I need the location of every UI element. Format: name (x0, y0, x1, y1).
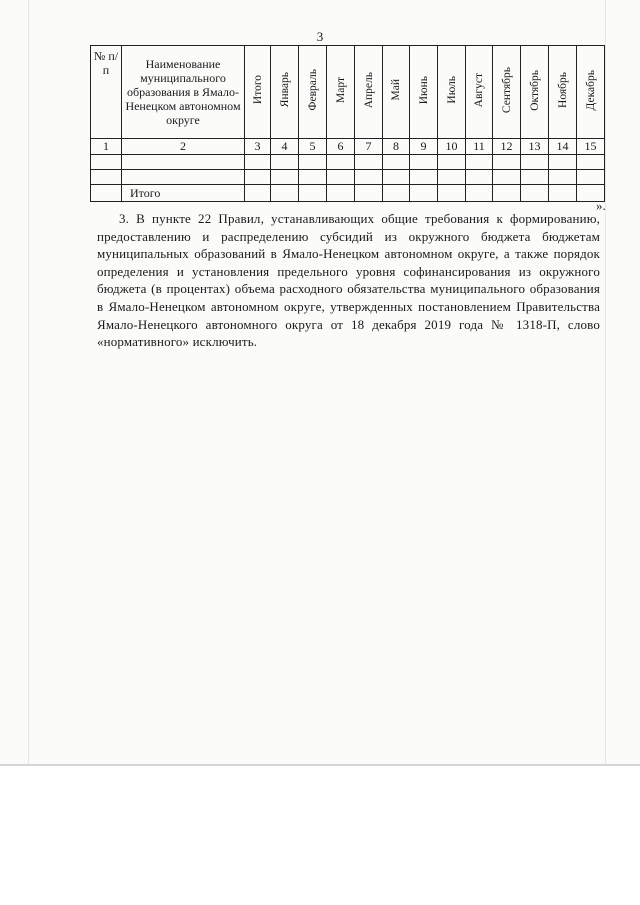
header-month-cell: Ноябрь (549, 46, 577, 139)
header-month-cell: Август (466, 46, 493, 139)
header-month-cell: Май (383, 46, 410, 139)
column-number-cell: 2 (122, 139, 245, 155)
column-number-row (91, 139, 605, 155)
column-number-cell: 13 (521, 139, 549, 155)
header-month-cell: Июнь (410, 46, 438, 139)
header-month-cell: Октябрь (521, 46, 549, 139)
header-name-cell: Наименование муниципального образования в Ямало-Ненецком автономном округе (122, 46, 245, 139)
header-month-cell: Январь (271, 46, 299, 139)
total-row (91, 185, 605, 202)
column-number-cell: 14 (549, 139, 577, 155)
table-header-row (91, 46, 605, 139)
header-month-cell: Март (327, 46, 355, 139)
column-number-cell: 5 (299, 139, 327, 155)
page-number: 3 (316, 29, 324, 44)
header-month-cell: Сентябрь (493, 46, 521, 139)
header-month-cell: Апрель (355, 46, 383, 139)
scan-edge-line (28, 0, 29, 764)
header-number-cell: № п/п (91, 46, 122, 139)
closing-quote: ». (596, 198, 606, 213)
column-number-cell: 15 (577, 139, 605, 155)
total-label: Итого (122, 185, 245, 202)
amendment-text: 3. В пункте 22 Правил, устанавливающих общие требования к формированию, предоставлению и распределению субсидий из окружного бюджета бюджетам муниципальных образований в Ямало-Ненецком автономном округе, а также порядок определения и установления предельного уровня софинансирования из окружного бюджета (в процентах) объема расходного обязательства муниципального образования в Ямало-Ненецком автономном округе, утвержденных постановлением Правительства Ямало-Ненецкого автономного округа от 18 декабря 2019 года № 1318-П, слово «нормативного» исключить. (97, 211, 600, 350)
distribution-table (90, 45, 605, 202)
column-number-cell: 12 (493, 139, 521, 155)
column-number-cell: 9 (410, 139, 438, 155)
scan-edge-line (605, 0, 606, 764)
table-row (91, 155, 605, 170)
column-number-cell: 10 (438, 139, 466, 155)
column-number-cell: 6 (327, 139, 355, 155)
header-month-cell: Июль (438, 46, 466, 139)
table-row (91, 170, 605, 185)
column-number-cell: 7 (355, 139, 383, 155)
column-number-cell: 3 (245, 139, 271, 155)
column-number-cell: 11 (466, 139, 493, 155)
header-month-cell: Декабрь (577, 46, 605, 139)
header-month-cell: Февраль (299, 46, 327, 139)
amendment-paragraph (97, 210, 600, 351)
column-number-cell: 4 (271, 139, 299, 155)
column-number-cell: 8 (383, 139, 410, 155)
header-month-cell: Итого (245, 46, 271, 139)
column-number-cell: 1 (91, 139, 122, 155)
